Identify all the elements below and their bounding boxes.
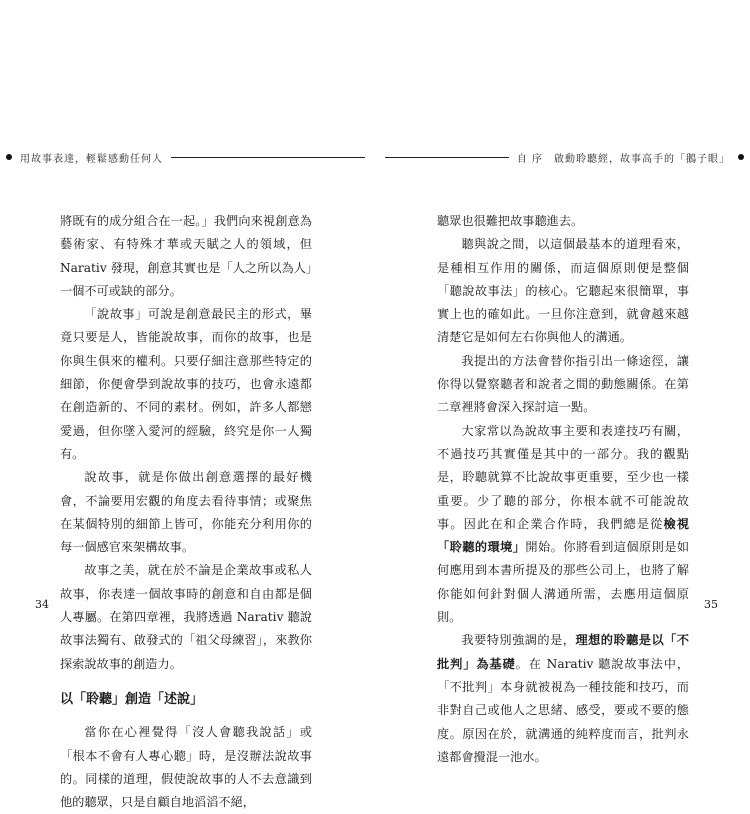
header-rule-right [385,157,509,158]
page-number: 34 [35,598,49,611]
section-heading: 以「聆聽」創造「述說」 [60,691,204,707]
paragraph: 我提出的方法會替你指引出一條途徑，讓你得以覺察聽者和說者之間的動態關係。在第二章裡將會深入探討這一點。 [437,353,689,415]
right-page [437,210,689,769]
left-page [60,210,312,814]
page-number: 35 [704,598,718,611]
paragraph: 「說故事」可說是創意最民主的形式，畢竟只要是人，皆能說故事，而你的故事，也是你與生俱來的權利。只要仔細注意那些特定的細節，你便會學到說故事的技巧，也會永遠都在創造新的、不同的素材。例如，許多人都戀愛過，但你墜入愛河的經驗，終究是你一人獨有。 [60,307,312,461]
paragraph: 故事之美，就在於不論是企業故事或私人故事，你表達一個故事時的創意和自由都是個人專屬。在第四章裡，我將透過 Narativ 聽說故事法獨有、啟發式的「祖父母練習」，來教你探索說故事的創造力。 [60,563,312,671]
paragraph: 將既有的成分組合在一起。」我們向來視創意為藝術家、有特殊才華或天賦之人的領域，但 Narativ 發現，創意其實也是「人之所以為人」一個不可或缺的部分。 [60,214,312,298]
header-rule-left [171,157,365,158]
running-head-right-text: 自 序 啟動聆聽經，故事高手的「鵝子眼」 [516,153,730,165]
bold-phrase: 檢視「聆聽的環境」 [437,516,690,555]
paragraph-text: 我要特別強調的是， [461,633,576,648]
paragraph-text: 大家常以為說故事主要和表達技巧有關，不過技巧其實僅是其中的一部分。我的觀點是，聆聽就算不比說故事更重要，至少也一樣重要。少了聽的部分，你根本就不可能說故事。因此在和企業合作時，我們總是從 [437,423,689,531]
paragraph-text: 。在 Narativ 聽說故事法中，「不批判」本身就被視為一種技能和技巧，而非對自己或他人之思緒、感受，要或不要的態度。原因在於，就溝通的純粹度而言，批判永遠都會攪混一池水。 [437,656,690,764]
running-head-right [375,150,750,164]
bold-phrase: 理想的聆聽是以「不批判」為基礎 [437,633,689,671]
paragraph: 聽與說之間，以這個最基本的道理看來，是種相互作用的關係，而這個原則便是整個「聽說故事法」的核心。它聽起來很簡單，事實上也的確如此。一旦你注意到，就會越來越清楚它是如何左右你與他人的溝通。 [437,237,689,345]
paragraph: 聽眾也很難把故事聽進去。 [437,214,584,228]
paragraph-text: 開始。你將看到這個原則是如何應用到本書所提及的那些公司上，也將了解你能如何針對個人溝通所需，去應用這個原則。 [437,540,690,625]
bullet-dot-icon [738,154,744,160]
paragraph [437,420,689,630]
paragraph [437,629,689,769]
paragraph: 說故事，就是你做出創意選擇的最好機會，不論要用宏觀的角度去看待事情；或聚焦在某個特別的細節上皆可，你能充分利用你的每一個感官來架構故事。 [60,470,312,555]
running-head-left-text: 用故事表達，輕鬆感動任何人 [20,153,163,165]
running-head-left [0,150,375,164]
paragraph: 當你在心裡覺得「沒人會聽我說話」或「根本不會有人專心聽」時，是沒辦法說故事的。同樣的道理，假使說故事的人不去意識到他的聽眾，只是自顧自地滔滔不絕， [60,725,312,810]
bullet-dot-icon [6,154,12,160]
